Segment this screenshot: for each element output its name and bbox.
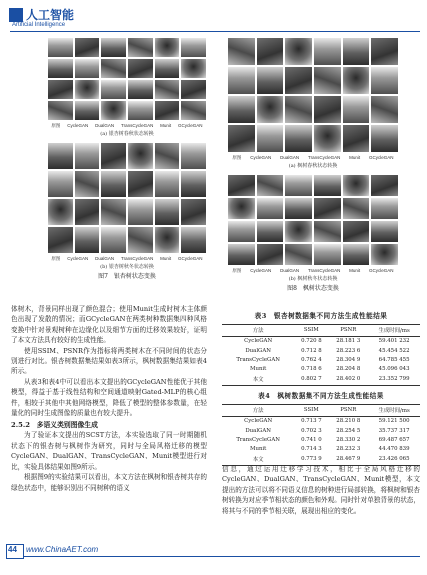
column-label: 原图	[51, 256, 61, 261]
body-paragraph: 根据图9的实验结果可以看出，本文方法在枫树和银杏树共存的绿色状态中，能够识别出不同树种的语义	[11, 473, 207, 492]
tree-image	[75, 80, 100, 99]
figure-8a-column-labels	[228, 155, 398, 161]
column-label: DualGAN	[95, 123, 115, 128]
tree-image	[343, 125, 370, 152]
footer-divider	[10, 556, 420, 557]
tree-image	[181, 101, 206, 120]
table-row	[222, 346, 420, 355]
tree-image	[48, 143, 73, 169]
table-row	[222, 416, 420, 426]
tree-image	[343, 244, 370, 265]
table-cell: Munit	[249, 445, 267, 452]
tree-image	[228, 96, 255, 123]
column-label: 原图	[51, 123, 61, 128]
table-row	[222, 355, 420, 364]
tree-image	[181, 80, 206, 99]
tree-image	[343, 221, 370, 242]
table-cell: TransCycleGAN	[236, 436, 280, 443]
table-cell: 0.773 9	[294, 454, 328, 466]
figure-7a-image-grid	[48, 38, 206, 120]
tree-image	[128, 143, 153, 169]
body-paragraph: 使用SSIM、PSNR作为指标将两类树木在不同时间的状态分别进行对比。银杏树数据集结果如表3所示，枫树数据集结果如表4所示。	[11, 346, 207, 376]
table-cell: 0.802 7	[294, 374, 328, 386]
table-header: 方法	[222, 405, 294, 417]
tree-image	[257, 67, 284, 94]
body-paragraph: 为了验证本文提出的SCST方法，本实验选取了同一时期随机状态下的银杏树与枫树作为研究，同时与全局风格迁移的模型CycleGAN、DualGAN、TransCycleGAN、Munit模型进行对比，实验具体结果如图9所示。	[11, 431, 207, 471]
column-label: GCycleGAN	[369, 268, 394, 273]
column-label: TransCycleGAN	[120, 256, 154, 261]
figure-7a-column-labels	[48, 123, 206, 129]
journal-logo	[9, 8, 23, 22]
column-label: GCycleGAN	[178, 123, 203, 128]
table-cell: 23.426 065	[368, 454, 420, 466]
table-header: PSNR	[328, 405, 368, 417]
tree-image	[101, 143, 126, 169]
column-label: Munit	[349, 155, 361, 160]
tree-image	[128, 59, 153, 78]
tree-image	[75, 59, 100, 78]
table-cell: 0.741 0	[301, 436, 322, 443]
figure-8a-image-grid	[228, 38, 398, 152]
tree-image	[101, 101, 126, 120]
table-3-grid	[222, 324, 420, 386]
body-paragraph: 体树木，背景同样出现了颜色混合；使用Munit生成时树木主体颜色出现了发散的情况；而GCycleGAN在两类树种数据集四种风格变换中针对景观树种在边缘化以及细节方面的迁移效果较好，证明了本文方法具有较好的生成性能。	[11, 305, 207, 345]
tree-image	[371, 198, 398, 219]
column-label: CycleGAN	[67, 256, 89, 261]
tree-image	[257, 38, 284, 65]
tree-image	[48, 227, 73, 253]
tree-image	[75, 38, 100, 57]
table-cell: 28.204 8	[336, 365, 361, 372]
header-divider	[10, 31, 420, 32]
table-cell: 28.330 2	[336, 436, 361, 443]
figure-7b-caption: (b) 银杏树秋冬状态转换	[100, 264, 154, 270]
figure-8a-caption: (a) 枫树春秋状态转换	[288, 163, 338, 169]
tree-image	[257, 96, 284, 123]
tree-image	[155, 143, 180, 169]
table-cell: 59.121 500	[378, 418, 410, 425]
tree-image	[314, 221, 341, 242]
table-header: SSIM	[294, 405, 328, 417]
tree-image	[314, 125, 341, 152]
column-label: GCycleGAN	[178, 256, 203, 261]
body-paragraph: 从表3和表4中可以看出本文提出的GCycleGAN性能优于其他模型，得益于基于线性结构和空间通道映射Gated-MLP的核心组件，相较于其他中其他网络模型，降低了模型的整体参数量，在轻量化的同时生成图像的质量也有较大提升。	[11, 377, 207, 418]
tree-image	[285, 175, 312, 196]
tree-image	[228, 221, 255, 242]
table-row	[222, 364, 420, 373]
table-3-title: 表3 银杏树数据集不同方法生成性能结果	[254, 312, 388, 320]
column-label: 原图	[232, 268, 242, 273]
tree-image	[285, 96, 312, 123]
column-label: DualGAN	[280, 155, 300, 160]
tree-image	[48, 199, 73, 225]
tree-image	[371, 175, 398, 196]
tree-image	[343, 198, 370, 219]
tree-image	[257, 244, 284, 265]
figure-7	[48, 38, 206, 280]
table-row	[222, 444, 420, 453]
tree-image	[48, 101, 73, 120]
figure-7a-caption: (a) 银杏树春秋状态转换	[100, 131, 154, 137]
table-row	[222, 336, 420, 346]
table-cell: 28.402 0	[328, 374, 368, 386]
page-number: 44	[8, 545, 17, 554]
table-cell: 本文	[222, 454, 294, 466]
figure-7b-image-grid	[48, 143, 206, 253]
tree-image	[155, 227, 180, 253]
table-cell: 0.720 8	[301, 338, 322, 345]
tree-image	[101, 38, 126, 57]
tree-image	[314, 67, 341, 94]
tree-image	[228, 244, 255, 265]
table-cell: DualGAN	[245, 427, 271, 434]
tree-image	[155, 59, 180, 78]
tree-image	[181, 38, 206, 57]
tree-image	[181, 227, 206, 253]
tree-image	[75, 143, 100, 169]
column-label: DualGAN	[280, 268, 300, 273]
tree-image	[257, 125, 284, 152]
tree-image	[228, 175, 255, 196]
table-cell: 64.785 455	[378, 356, 410, 363]
table-cell: 44.470 839	[378, 445, 410, 452]
table-cell: 28.254 5	[336, 427, 361, 434]
tree-image	[228, 198, 255, 219]
table-4-grid	[222, 404, 420, 466]
table-cell: TransCycleGAN	[236, 356, 280, 363]
tree-image	[155, 171, 180, 197]
tree-image	[371, 125, 398, 152]
table-3	[222, 310, 420, 386]
table-header: 生成时间/ms	[368, 405, 420, 417]
tree-image	[155, 80, 180, 99]
table-cell: 35.737 317	[378, 427, 410, 434]
tree-image	[75, 171, 100, 197]
tree-image	[128, 101, 153, 120]
magazine-title: 人工智能	[26, 8, 75, 22]
table-cell: 28.210 8	[336, 418, 361, 425]
column-label: TransCycleGAN	[120, 123, 154, 128]
table-cell: DualGAN	[245, 347, 271, 354]
tree-image	[128, 80, 153, 99]
table-cell: 23.352 799	[368, 374, 420, 386]
table-cell: 45.096 043	[378, 365, 410, 372]
table-cell: CycleGAN	[244, 418, 273, 425]
tree-image	[48, 59, 73, 78]
tree-image	[343, 38, 370, 65]
tree-image	[285, 38, 312, 65]
tree-image	[314, 244, 341, 265]
tree-image	[257, 198, 284, 219]
column-label: Munit	[160, 256, 172, 261]
table-cell: 28.181 3	[336, 338, 361, 345]
tree-image	[257, 175, 284, 196]
tree-image	[285, 67, 312, 94]
tree-image	[75, 199, 100, 225]
tree-image	[343, 67, 370, 94]
table-header: SSIM	[294, 325, 328, 337]
tree-image	[155, 199, 180, 225]
table-cell: 0.702 3	[301, 427, 322, 434]
tree-image	[228, 125, 255, 152]
column-label: TransCycleGAN	[307, 155, 341, 160]
tree-image	[181, 143, 206, 169]
column-label: GCycleGAN	[369, 155, 394, 160]
table-cell: 0.712 8	[301, 347, 322, 354]
magazine-subtitle: Artificial Intelligence	[12, 22, 66, 28]
tree-image	[343, 96, 370, 123]
table-row	[222, 435, 420, 444]
tree-image	[371, 96, 398, 123]
tree-image	[48, 80, 73, 99]
table-cell: 0.718 6	[301, 365, 322, 372]
figure-8	[228, 38, 398, 292]
section-heading: 2.5.2 多语义类别图像生成	[11, 421, 98, 430]
figure-7-caption: 图7 银杏树状态变换	[98, 273, 156, 280]
tree-image	[228, 38, 255, 65]
table-cell: 本文	[222, 374, 294, 386]
tree-image	[101, 227, 126, 253]
column-label: Munit	[349, 268, 361, 273]
tree-image	[314, 175, 341, 196]
table-cell: 28.467 9	[328, 454, 368, 466]
table-header: 生成时间/ms	[368, 325, 420, 337]
tree-image	[155, 101, 180, 120]
table-cell: 45.454 522	[378, 347, 410, 354]
tree-image	[128, 171, 153, 197]
tree-image	[48, 38, 73, 57]
table-header: 方法	[222, 325, 294, 337]
column-label: TransCycleGAN	[307, 268, 341, 273]
figure-8b-column-labels	[228, 268, 398, 274]
figure-7b-column-labels	[48, 256, 206, 262]
table-cell: 28.232 3	[336, 445, 361, 452]
tree-image	[101, 199, 126, 225]
table-cell: 0.713 7	[301, 418, 322, 425]
column-label: Munit	[160, 123, 172, 128]
body-paragraph: 信息，通过运用迁移学习技术，相比于全局风格迁移的CycleGAN、DualGAN、TransCycleGAN、Munit模型，本文提出的方法可以将不同语义信息的树种进行局部转换，将枫树和银杏树转换为对应季节相状态的颜色和外观。同时针对单独背景的状态，将其与不同的季节相关联，展现出相应的变化。	[222, 465, 420, 515]
left-text-column	[11, 304, 207, 493]
figure-8-caption: 图8 枫树状态变换	[287, 285, 339, 292]
table-header: PSNR	[328, 325, 368, 337]
tree-image	[285, 221, 312, 242]
tree-image	[101, 171, 126, 197]
tree-image	[343, 175, 370, 196]
table-cell: 0.714 3	[301, 445, 322, 452]
footer-website: www.ChinaAET.com	[26, 545, 99, 554]
tree-image	[314, 38, 341, 65]
table-cell: 28.304 9	[336, 356, 361, 363]
figure-8b-image-grid	[228, 175, 398, 265]
tree-image	[101, 59, 126, 78]
tree-image	[371, 67, 398, 94]
tree-image	[314, 96, 341, 123]
table-cell: CycleGAN	[244, 338, 273, 345]
tree-image	[371, 221, 398, 242]
tree-image	[181, 59, 206, 78]
tree-image	[285, 198, 312, 219]
table-row	[222, 426, 420, 435]
right-text-column	[222, 464, 420, 516]
column-label: DualGAN	[95, 256, 115, 261]
tree-image	[155, 38, 180, 57]
tree-image	[101, 80, 126, 99]
table-row	[222, 374, 420, 386]
tree-image	[48, 171, 73, 197]
figure-8b-caption: (b) 枫树秋冬状态转换	[288, 276, 338, 282]
tree-image	[75, 101, 100, 120]
tree-image	[181, 171, 206, 197]
table-cell: 59.401 232	[378, 338, 410, 345]
tree-image	[128, 199, 153, 225]
table-cell: 28.223 6	[336, 347, 361, 354]
tree-image	[371, 38, 398, 65]
table-4	[222, 390, 420, 466]
tree-image	[371, 244, 398, 265]
tree-image	[228, 67, 255, 94]
tree-image	[128, 227, 153, 253]
table-4-title: 表4 枫树数据集不同方法生成性能结果	[258, 392, 384, 400]
tree-image	[128, 38, 153, 57]
tree-image	[285, 244, 312, 265]
column-label: 原图	[232, 155, 242, 160]
tree-image	[314, 198, 341, 219]
column-label: CycleGAN	[250, 268, 272, 273]
tree-image	[285, 125, 312, 152]
table-cell: Munit	[249, 365, 267, 372]
table-cell: 69.487 657	[378, 436, 410, 443]
tree-image	[181, 199, 206, 225]
tree-image	[257, 221, 284, 242]
column-label: CycleGAN	[67, 123, 89, 128]
tree-image	[75, 227, 100, 253]
column-label: CycleGAN	[250, 155, 272, 160]
table-cell: 0.762 4	[301, 356, 322, 363]
